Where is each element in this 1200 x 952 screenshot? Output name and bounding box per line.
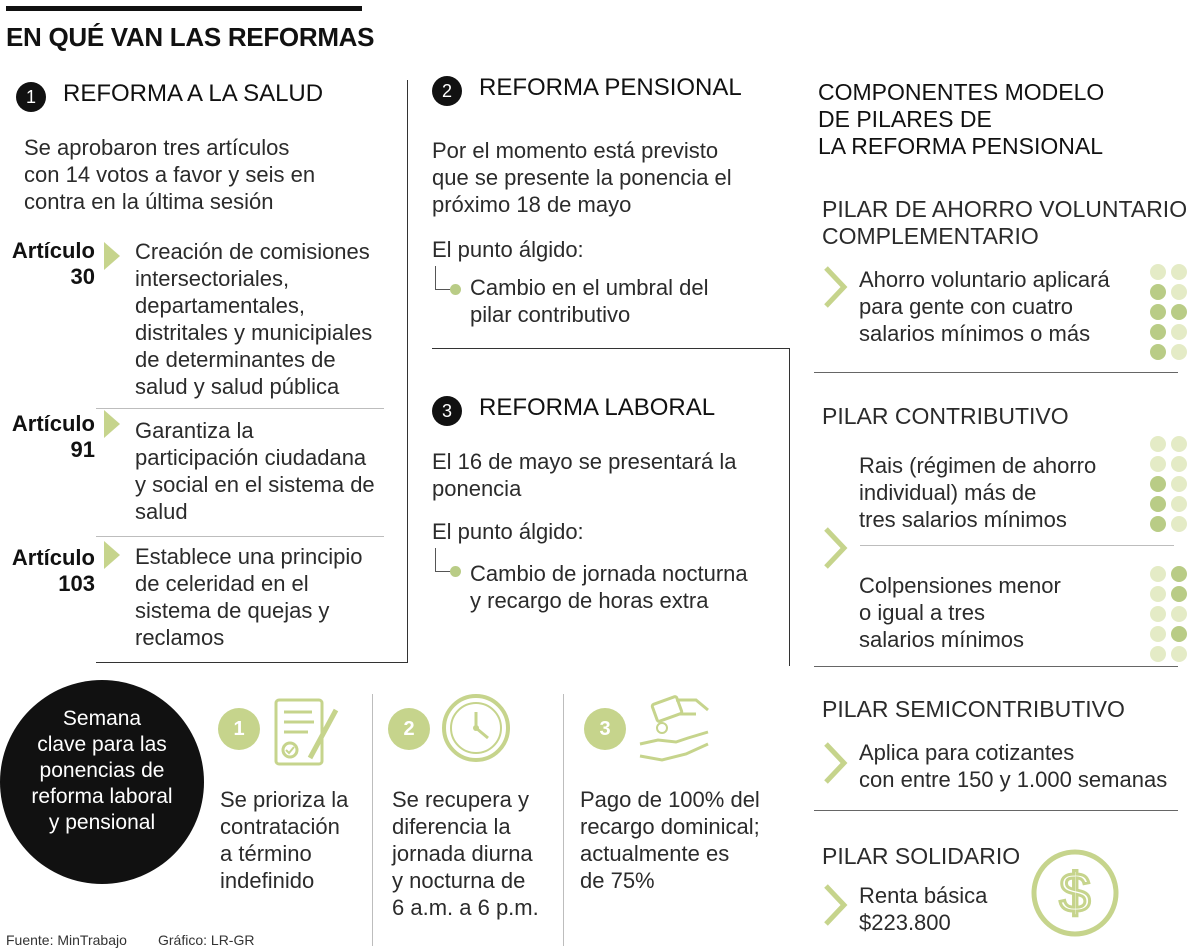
box-border: [789, 348, 790, 666]
contract-icon: [270, 696, 342, 770]
column-border: [407, 80, 408, 663]
clock-icon: [440, 692, 512, 764]
arrow-icon: [104, 410, 120, 438]
componentes-heading: COMPONENTES MODELO DE PILARES DE LA REFORMA PENSIONAL: [818, 79, 1105, 159]
column-border: [96, 662, 408, 663]
divider: [814, 666, 1178, 667]
pilar-text: Colpensiones menor o igual a tres salarios mínimos: [859, 573, 1061, 652]
bullet-connector: [435, 548, 451, 572]
arrow-icon: [104, 242, 120, 270]
dot-grid-icon: [1150, 566, 1187, 662]
dot-grid-icon: [1150, 264, 1187, 360]
divider: [96, 408, 384, 409]
article-text: Garantiza la participación ciudadana y social en el sistema de salud: [135, 418, 375, 524]
reform-heading: REFORMA A LA SALUD: [63, 80, 324, 107]
reform-number-badge: 3: [432, 396, 462, 426]
divider: [372, 694, 373, 946]
step-text: Pago de 100% del recargo dominical; actualmente es de 75%: [580, 787, 760, 893]
article-text: Creación de comisiones intersectoriales, departamentales, distritales y municipiales de determinantes de salud y salud pública: [135, 239, 373, 399]
semana-circle-text: Semana clave para las ponencias de reforma laboral y pensional: [31, 707, 173, 834]
reform-number-badge: 1: [16, 82, 46, 112]
article-label: Artículo 91: [11, 411, 95, 462]
divider: [814, 810, 1178, 811]
divider: [563, 694, 564, 946]
laboral-intro: El 16 de mayo se presentará la ponencia: [432, 449, 737, 501]
salud-intro: Se aprobaron tres artículos con 14 votos a favor y seis en contra en la última sesión: [24, 135, 316, 214]
money-hands-icon: [636, 692, 716, 770]
article-label: Artículo 30: [11, 238, 95, 289]
step-text: Se prioriza la contratación a término indefinido: [220, 787, 349, 893]
pilar-text: Ahorro voluntario aplicará para gente con cuatro salarios mínimos o más: [859, 267, 1110, 346]
bullet-dot: [450, 566, 461, 577]
arrow-icon: [104, 541, 120, 569]
source-credit: Fuente: MinTrabajo: [6, 932, 127, 948]
punto-algido-label: El punto álgido:: [432, 519, 584, 544]
pensional-intro: Por el momento está previsto que se presente la ponencia el próximo 18 de mayo: [432, 138, 732, 217]
chevron-right-icon: [822, 264, 848, 310]
divider: [96, 536, 384, 537]
chevron-right-icon: [822, 525, 848, 571]
dot-grid-icon: [1150, 436, 1187, 532]
article-text: Establece una principio de celeridad en el sistema de quejas y reclamos: [135, 544, 363, 650]
punto-algido-label: El punto álgido:: [432, 237, 584, 262]
punto-algido-text: Cambio de jornada nocturna y recargo de horas extra: [470, 561, 748, 613]
page-title: EN QUÉ VAN LAS REFORMAS: [6, 22, 375, 52]
pilar-title: PILAR SEMICONTRIBUTIVO: [822, 696, 1125, 722]
reform-heading: REFORMA LABORAL: [479, 394, 716, 421]
step-number-badge: 1: [218, 708, 260, 750]
reform-number-badge: 2: [432, 76, 462, 106]
bullet-dot: [450, 284, 461, 295]
pilar-title: PILAR SOLIDARIO: [822, 843, 1021, 869]
step-number-badge: 3: [584, 708, 626, 750]
article-label: Artículo 103: [11, 545, 95, 596]
divider: [860, 545, 1174, 546]
pilar-text: Renta básica $223.800: [859, 883, 988, 935]
pilar-text: Aplica para cotizantes con entre 150 y 1.000 semanas: [859, 740, 1168, 792]
box-border: [432, 348, 790, 349]
dollar-coin-icon: [1030, 848, 1120, 938]
reform-heading: REFORMA PENSIONAL: [479, 74, 742, 101]
bullet-connector: [435, 266, 451, 290]
pilar-title: PILAR DE AHORRO VOLUNTARIO COMPLEMENTARIO: [822, 196, 1188, 249]
punto-algido-text: Cambio en el umbral del pilar contributivo: [470, 275, 709, 327]
title-rule: [6, 6, 362, 11]
step-number-badge: 2: [388, 708, 430, 750]
divider: [814, 372, 1178, 373]
graphic-credit: Gráfico: LR-GR: [158, 932, 255, 948]
step-text: Se recupera y diferencia la jornada diurna y nocturna de 6 a.m. a 6 p.m.: [392, 787, 539, 920]
chevron-right-icon: [822, 882, 848, 928]
svg-text:$: $: [1059, 861, 1091, 924]
chevron-right-icon: [822, 740, 848, 786]
pilar-text: Rais (régimen de ahorro individual) más de tres salarios mínimos: [859, 453, 1097, 532]
pilar-title: PILAR CONTRIBUTIVO: [822, 403, 1069, 429]
